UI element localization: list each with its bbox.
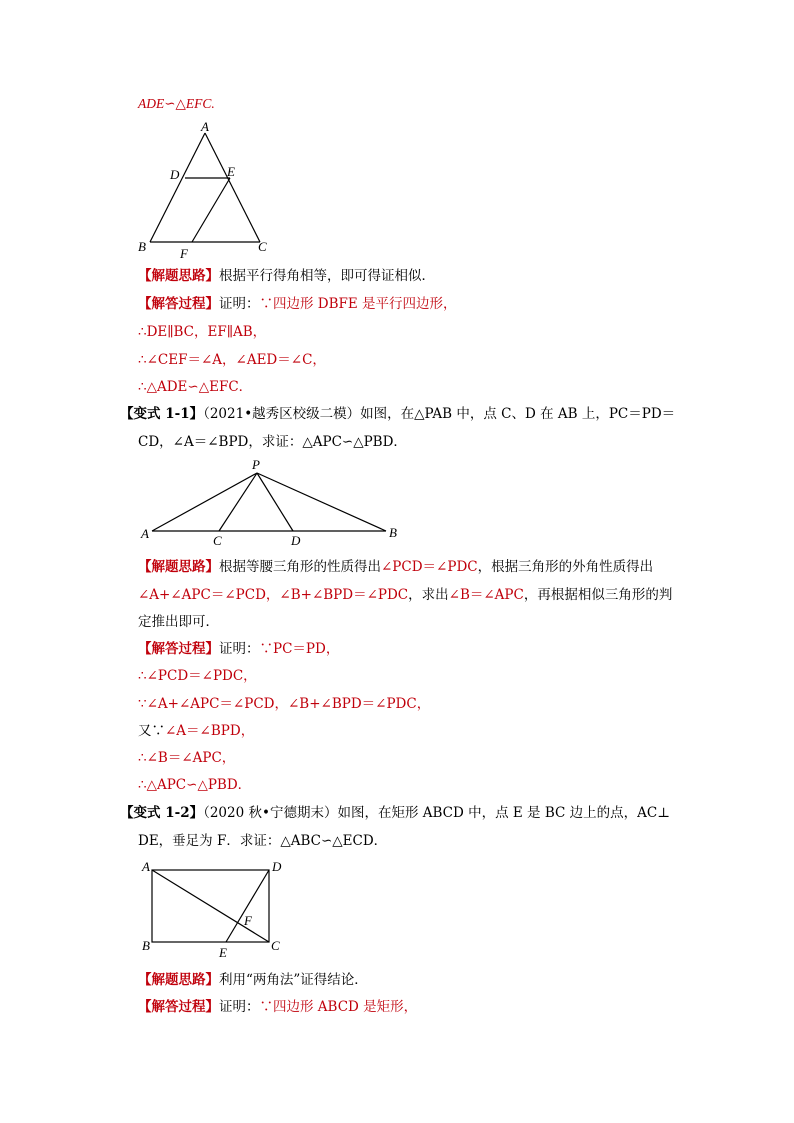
solution-idea-tag: 【解题思路】 [138, 559, 219, 575]
proof-tag: 【解答过程】 [138, 999, 219, 1015]
label-A: A [141, 526, 149, 541]
label-A: A [142, 859, 150, 874]
label-C: C [271, 938, 280, 953]
label-B: B [389, 525, 397, 540]
proof-text: ∴DE∥BC，EF∥AB， [138, 324, 267, 340]
solution-idea-line [138, 266, 435, 286]
question-text: （2020 秋•宁德期末）如图，在矩形 ABCD 中，点 E 是 BC 边上的点，AC⊥ [203, 805, 670, 821]
variant-tag: 【变式 1-1】 [120, 406, 204, 422]
proof-line [138, 694, 430, 714]
proof-text: ∵四边形 ABCD 是矩形， [259, 999, 418, 1015]
answer-text-line [138, 94, 215, 114]
proof-line [138, 666, 257, 686]
label-A: A [201, 119, 209, 134]
proof-line [138, 350, 326, 370]
solution-idea-text: 定推出即可． [138, 614, 219, 630]
proof-text: ∴△ADE∽△EFC． [138, 379, 253, 395]
proof-text: ∴∠CEF＝∠A，∠AED＝∠C， [138, 352, 326, 368]
proof-prefix: 证明： [219, 999, 260, 1015]
solution-idea-text: ，求出 [408, 587, 449, 603]
solution-idea-tag: 【解题思路】 [138, 268, 219, 284]
figure-triangle-parallelogram [130, 118, 280, 263]
solution-idea-line [138, 612, 219, 632]
label-B: B [142, 938, 150, 953]
proof-text: ∵∠A+∠APC＝∠PCD，∠B+∠BPD＝∠PDC， [138, 696, 431, 712]
proof-line [138, 377, 252, 397]
proof-start-line [138, 997, 417, 1017]
label-C: C [258, 239, 267, 254]
label-B: B [138, 239, 146, 254]
label-D: D [272, 859, 282, 874]
solution-idea-text: 根据等腰三角形的性质得出 [219, 559, 381, 575]
proof-line [138, 748, 235, 768]
variant-tag: 【变式 1-2】 [120, 805, 204, 821]
solution-idea-line [138, 585, 672, 605]
label-C: C [213, 533, 222, 548]
proof-prefix: 又∵ [138, 723, 165, 739]
question-text: DE，垂足为 F．求证：△ABC∽△ECD． [138, 833, 388, 849]
figure-rectangle-abcd [138, 856, 288, 962]
proof-start-line [138, 639, 339, 659]
variant-1-1-question [120, 404, 675, 424]
label-F: F [180, 246, 188, 261]
proof-text: ∴∠B＝∠APC， [138, 750, 236, 766]
proof-text: ∴∠PCD＝∠PDC， [138, 668, 257, 684]
label-D: D [291, 533, 301, 548]
proof-text: ∵PC＝PD， [259, 641, 340, 657]
solution-idea-text: 利用“两角法”证得结论． [219, 972, 368, 988]
solution-idea-tag: 【解题思路】 [138, 972, 219, 988]
solution-idea-text: ，再根据相似三角形的判 [523, 587, 673, 603]
variant-1-2-question [120, 803, 670, 823]
solution-idea-line [138, 970, 368, 990]
variant-1-1-question-cont [138, 432, 407, 452]
question-text: CD，∠A＝∠BPD，求证：△APC∽△PBD． [138, 434, 407, 450]
figure-triangle-pab [138, 456, 408, 551]
solution-idea-text: 根据平行得角相等，即可得证相似． [219, 268, 435, 284]
variant-1-2-question-cont [138, 831, 387, 851]
label-E: E [219, 945, 227, 960]
proof-start-line [138, 294, 457, 314]
answer-text: ADE∽△EFC. [138, 96, 215, 111]
proof-line [138, 775, 251, 795]
solution-idea-math: ∠B＝∠APC [448, 587, 524, 603]
label-E: E [227, 164, 235, 179]
proof-text: ∵四边形 DBFE 是平行四边形， [259, 296, 457, 312]
solution-idea-line [138, 557, 653, 577]
solution-idea-math: ∠PCD＝∠PDC [381, 559, 478, 575]
solution-idea-math: ∠A+∠APC＝∠PCD，∠B+∠BPD＝∠PDC [138, 587, 409, 603]
proof-line [138, 721, 254, 741]
label-F: F [244, 913, 252, 928]
question-text: （2021•越秀区校级二模）如图，在△PAB 中，点 C、D 在 AB 上，PC＝PD＝ [203, 406, 676, 422]
proof-tag: 【解答过程】 [138, 296, 219, 312]
proof-prefix: 证明： [219, 641, 260, 657]
label-P: P [252, 457, 260, 472]
label-D: D [170, 167, 180, 182]
proof-prefix: 证明： [219, 296, 260, 312]
proof-tag: 【解答过程】 [138, 641, 219, 657]
proof-text: ∴△APC∽△PBD． [138, 777, 252, 793]
proof-text: ∠A＝∠BPD， [165, 723, 255, 739]
solution-idea-text: ，根据三角形的外角性质得出 [477, 559, 654, 575]
proof-line [138, 322, 266, 342]
